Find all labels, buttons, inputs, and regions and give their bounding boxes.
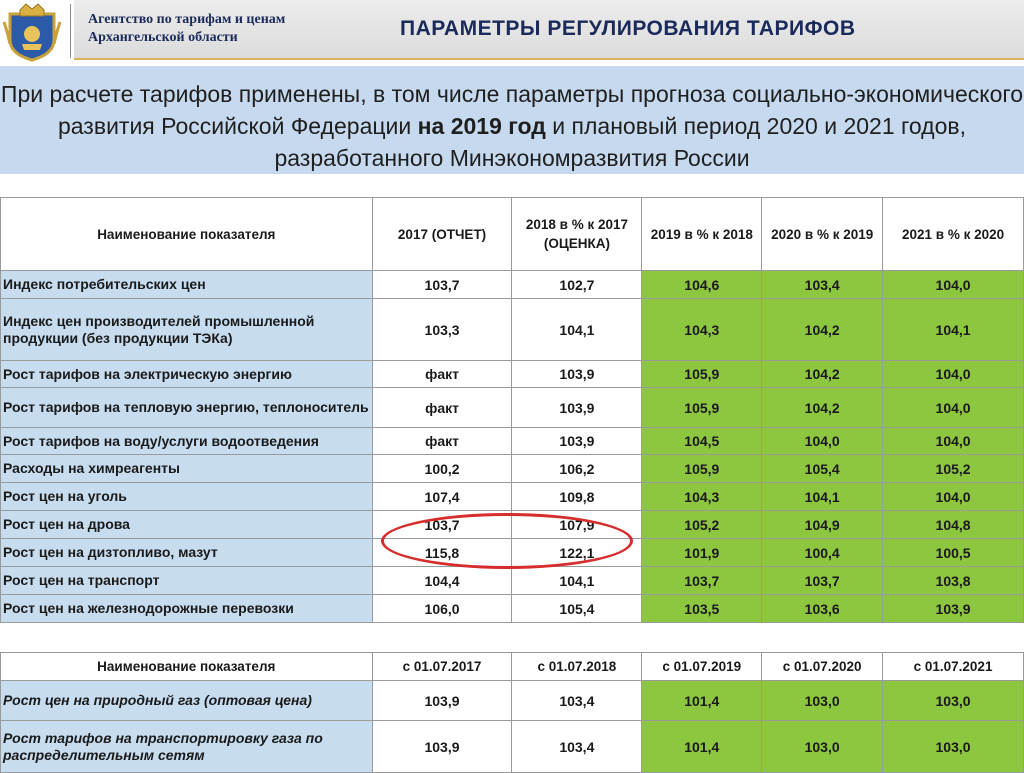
table-cell: 103,7	[642, 567, 762, 595]
table-cell: 103,0	[762, 721, 883, 773]
row-label: Рост цен на транспорт	[1, 567, 373, 595]
table-cell: 104,2	[762, 361, 883, 388]
column-header: с 01.07.2018	[512, 653, 642, 681]
table-cell: 103,4	[512, 681, 642, 721]
table-cell: 104,2	[762, 388, 883, 428]
table-cell: 115,8	[372, 539, 512, 567]
table-cell: 105,4	[512, 595, 642, 623]
table-cell: 106,0	[372, 595, 512, 623]
table-cell: 105,9	[642, 455, 762, 483]
table-cell: 103,9	[512, 388, 642, 428]
gas-table	[0, 652, 1024, 773]
row-label: Рост цен на природный газ (оптовая цена)	[1, 681, 373, 721]
table-cell: 103,9	[372, 721, 512, 773]
column-header: 2019 в % к 2018	[642, 198, 762, 271]
table-cell: 103,7	[372, 271, 512, 299]
table-cell: 103,5	[642, 595, 762, 623]
intro-text	[0, 78, 1024, 174]
table-cell: 104,4	[372, 567, 512, 595]
table-cell: факт	[372, 388, 512, 428]
table-cell: 104,1	[512, 567, 642, 595]
column-header: 2017 (ОТЧЕТ)	[372, 198, 512, 271]
row-label: Индекс цен производителей промышленной продукции (без продукции ТЭКа)	[1, 299, 373, 361]
table-cell: факт	[372, 361, 512, 388]
table-cell: 103,9	[372, 681, 512, 721]
table-cell: 104,0	[883, 483, 1024, 511]
table-cell: 103,3	[372, 299, 512, 361]
column-header: 2020 в % к 2019	[762, 198, 883, 271]
table-row	[1, 483, 1024, 511]
row-label: Рост цен на уголь	[1, 483, 373, 511]
page-title: ПАРАМЕТРЫ РЕГУЛИРОВАНИЯ ТАРИФОВ	[400, 17, 856, 40]
table-cell: 122,1	[512, 539, 642, 567]
table-cell: 100,5	[883, 539, 1024, 567]
table-cell: 103,9	[512, 428, 642, 455]
table-cell: 103,9	[883, 595, 1024, 623]
table-cell: 104,6	[642, 271, 762, 299]
table-cell: 100,2	[372, 455, 512, 483]
table-cell: 103,8	[883, 567, 1024, 595]
table-cell: 104,3	[642, 299, 762, 361]
intro-panel	[0, 66, 1024, 174]
table-cell: 104,5	[642, 428, 762, 455]
column-header-name: Наименование показателя	[1, 653, 373, 681]
gold-divider	[74, 58, 1024, 60]
row-label: Рост тарифов на воду/услуги водоотведения	[1, 428, 373, 455]
row-label: Рост тарифов на транспортировку газа по распределительным сетям	[1, 721, 373, 773]
table-cell: 104,8	[883, 511, 1024, 539]
table-cell: 104,1	[883, 299, 1024, 361]
row-label: Рост цен на железнодорожные перевозки	[1, 595, 373, 623]
table-cell: 104,1	[762, 483, 883, 511]
intro-part2: и плановый период 2020 и 2021 годов, разработанного Минэкономразвития России	[274, 113, 967, 171]
column-header: с 01.07.2019	[642, 653, 762, 681]
row-label: Рост тарифов на электрическую энергию	[1, 361, 373, 388]
column-header: 2018 в % к 2017 (ОЦЕНКА)	[512, 198, 642, 271]
intro-part1: При расчете тарифов применены, в том числе параметры прогноза социально-экономического развития Российской Федерации	[0, 81, 1024, 139]
table-cell: 109,8	[512, 483, 642, 511]
agency-line2: Архангельской области	[88, 30, 238, 45]
table-cell: 104,0	[883, 428, 1024, 455]
table-cell: 101,4	[642, 721, 762, 773]
table-row	[1, 567, 1024, 595]
column-header: с 01.07.2017	[372, 653, 512, 681]
table-row	[1, 595, 1024, 623]
table-row	[1, 388, 1024, 428]
table-cell: 105,9	[642, 361, 762, 388]
row-label: Индекс потребительских цен	[1, 271, 373, 299]
table-cell: 100,4	[762, 539, 883, 567]
table-row	[1, 721, 1024, 773]
agency-name	[88, 11, 285, 47]
page-header	[0, 0, 1024, 64]
header-divider	[70, 4, 71, 58]
table-cell: 106,2	[512, 455, 642, 483]
table-cell: 101,4	[642, 681, 762, 721]
coat-of-arms-icon	[0, 0, 64, 64]
table-cell: 103,9	[512, 361, 642, 388]
table-row	[1, 428, 1024, 455]
table-cell: 104,0	[883, 361, 1024, 388]
table-header-row	[1, 653, 1024, 681]
table-cell: факт	[372, 428, 512, 455]
table-cell: 105,2	[642, 511, 762, 539]
table-cell: 104,0	[883, 271, 1024, 299]
table-cell: 105,9	[642, 388, 762, 428]
table-row	[1, 361, 1024, 388]
column-header: с 01.07.2020	[762, 653, 883, 681]
agency-line1: Агентство по тарифам и ценам	[88, 12, 286, 27]
table-cell: 104,2	[762, 299, 883, 361]
table-cell: 104,1	[512, 299, 642, 361]
table-cell: 103,4	[512, 721, 642, 773]
table-header-row	[1, 198, 1024, 271]
table-cell: 103,4	[762, 271, 883, 299]
row-label: Рост цен на дизтопливо, мазут	[1, 539, 373, 567]
table-cell: 104,9	[762, 511, 883, 539]
table-row	[1, 681, 1024, 721]
table-cell: 103,6	[762, 595, 883, 623]
table-row	[1, 299, 1024, 361]
intro-bold: на 2019 год	[417, 113, 546, 139]
table-cell: 107,4	[372, 483, 512, 511]
row-label: Расходы на химреагенты	[1, 455, 373, 483]
table-cell: 103,7	[372, 511, 512, 539]
column-header: 2021 в % к 2020	[883, 198, 1024, 271]
table-cell: 105,2	[883, 455, 1024, 483]
table-cell: 101,9	[642, 539, 762, 567]
table-cell: 107,9	[512, 511, 642, 539]
table-cell: 104,3	[642, 483, 762, 511]
column-header-name: Наименование показателя	[1, 198, 373, 271]
table-row	[1, 455, 1024, 483]
table-cell: 103,0	[762, 681, 883, 721]
highlight-circle	[381, 513, 633, 569]
table-cell: 102,7	[512, 271, 642, 299]
table-cell: 103,0	[883, 721, 1024, 773]
row-label: Рост цен на дрова	[1, 511, 373, 539]
table-cell: 103,0	[883, 681, 1024, 721]
table-cell: 103,7	[762, 567, 883, 595]
table-cell: 105,4	[762, 455, 883, 483]
table-cell: 104,0	[883, 388, 1024, 428]
table-row	[1, 271, 1024, 299]
table-cell: 104,0	[762, 428, 883, 455]
row-label: Рост тарифов на тепловую энергию, теплоноситель	[1, 388, 373, 428]
column-header: с 01.07.2021	[883, 653, 1024, 681]
